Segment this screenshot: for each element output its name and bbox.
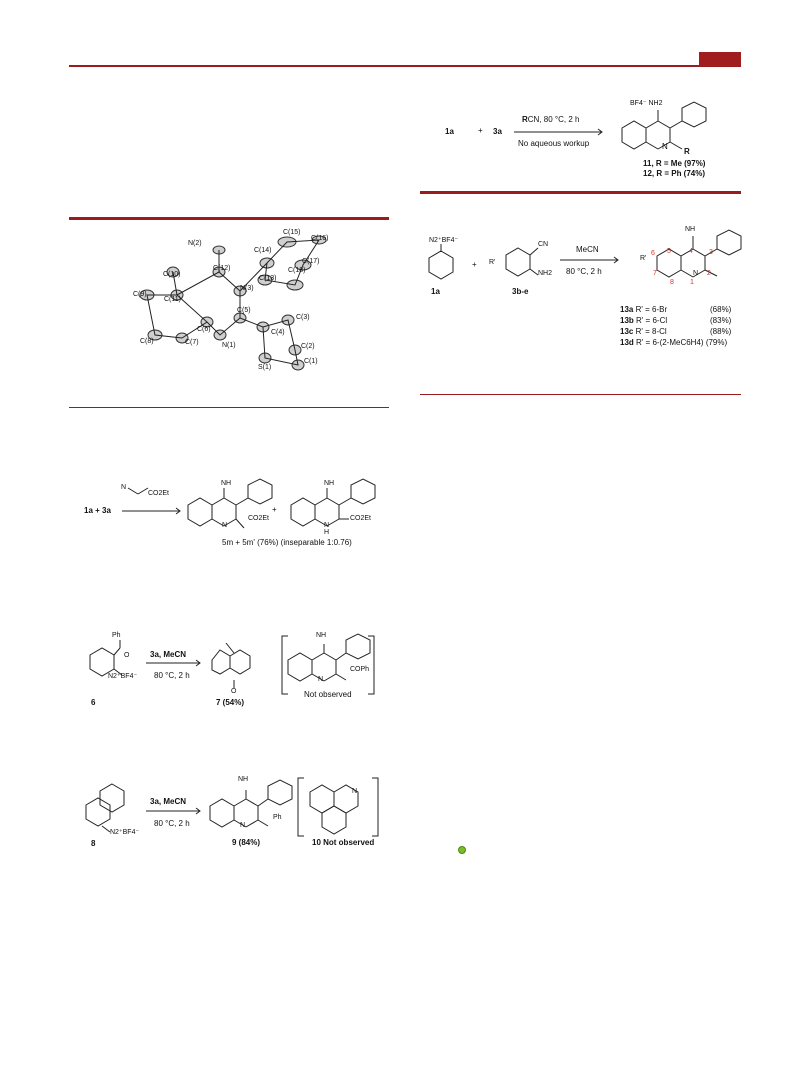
rule-left-2 bbox=[69, 407, 389, 408]
page-tab bbox=[699, 52, 741, 66]
marker-dot bbox=[458, 846, 466, 854]
rule-right-2 bbox=[420, 394, 741, 395]
rule-right-1 bbox=[420, 191, 741, 194]
header-rule bbox=[69, 65, 741, 67]
rule-left-1 bbox=[69, 217, 389, 220]
